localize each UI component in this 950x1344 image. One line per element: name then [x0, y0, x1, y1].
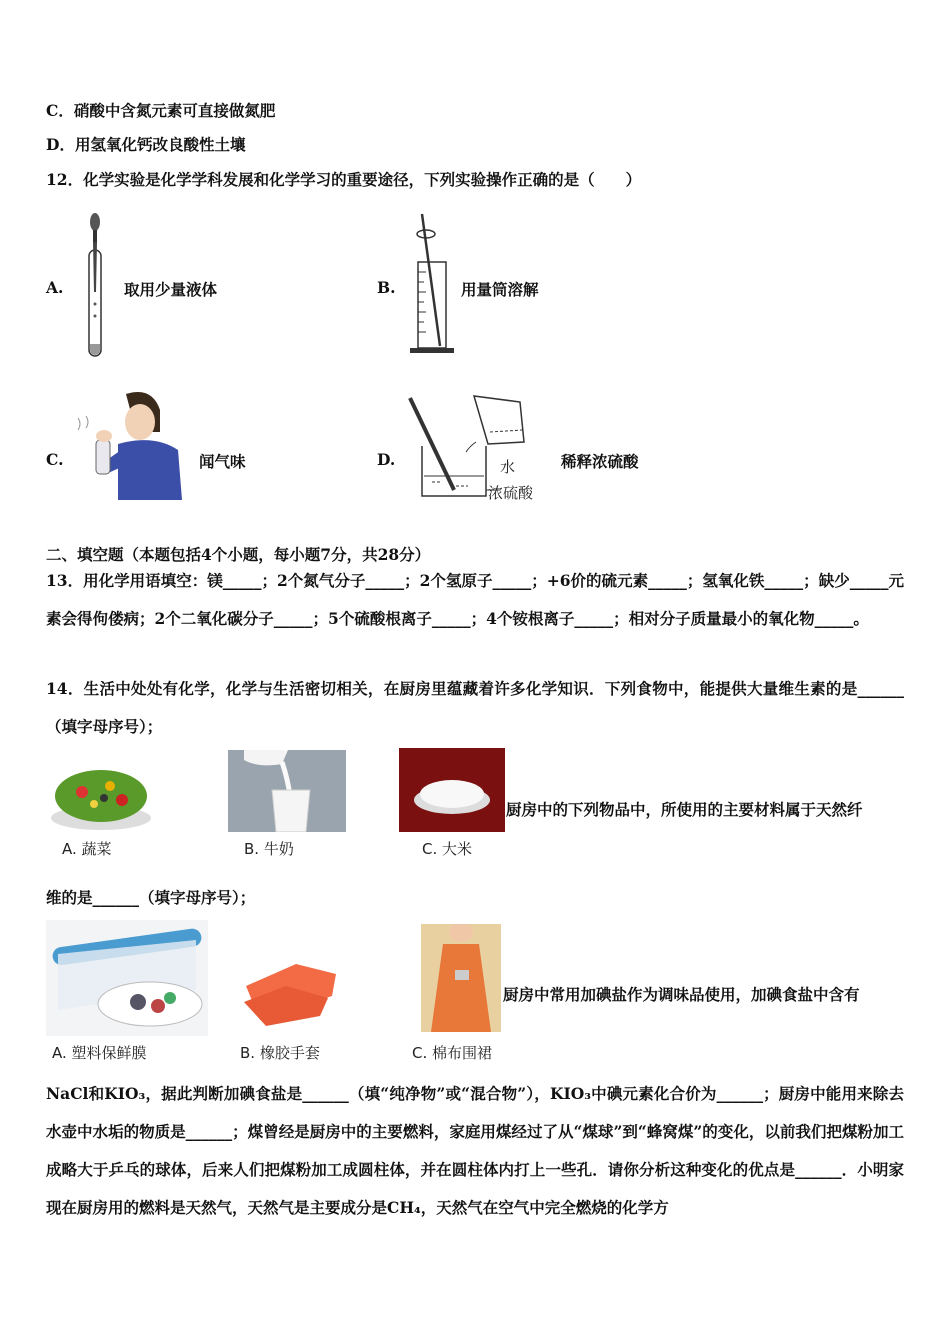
material-c-caption: C. 棉布围裙	[412, 1044, 493, 1062]
food-b-caption: B. 牛奶	[244, 840, 294, 858]
option-d-previous: D．用氢氧化钙改良酸性土壤	[46, 135, 246, 154]
food-a-caption: A. 蔬菜	[62, 840, 112, 858]
plastic-wrap-image	[46, 920, 208, 1036]
material-b-caption: B. 橡胶手套	[240, 1044, 320, 1062]
option-d-text: 稀释浓硫酸	[561, 452, 639, 471]
option-b-text: 用量筒溶解	[461, 280, 539, 299]
salt-question-part1: 厨房中常用加碘盐作为调味品使用，加碘食盐中含有	[503, 985, 860, 1004]
dilute-acid-figure	[404, 392, 548, 504]
option-c-previous: C．硝酸中含氮元素可直接做氮肥	[46, 101, 276, 120]
material-a-caption: A. 塑料保鲜膜	[52, 1044, 147, 1062]
rubber-gloves-image	[236, 946, 346, 1028]
option-a-text: 取用少量液体	[124, 280, 218, 299]
question-13: 13．用化学用语填空：镁_____；2个氮气分子_____；2个氢原子_____；+6价的硫元素_____；氢氧化铁_____；缺少_____元素会得佝偻病；2个二氧化碳分子_____；5个硫酸根离子_____；4个铵根离子_____；相对分子质量最小的氧化物_____。	[46, 571, 904, 628]
question-12-stem: 12．化学实验是化学学科发展和化学学习的重要途径，下列实验操作正确的是（ ）	[46, 170, 642, 189]
option-a-letter: A.	[46, 278, 64, 297]
fiber-question-part2: 维的是______（填字母序号）；	[46, 888, 256, 907]
graduated-cylinder-figure	[404, 212, 460, 356]
cotton-apron-image	[421, 924, 501, 1032]
label-conc-acid: 浓硫酸	[488, 484, 534, 502]
option-b-letter: B.	[377, 278, 396, 297]
vegetable-salad-image	[46, 752, 156, 832]
option-d-letter: D.	[377, 450, 396, 469]
rice-image	[399, 748, 505, 832]
boy-smelling-figure	[74, 388, 188, 500]
section-2-title: 二、填空题（本题包括4个小题，每小题7分，共28分）	[46, 545, 431, 564]
label-water: 水	[500, 458, 516, 476]
option-c-letter: C.	[46, 450, 64, 469]
question-14-intro: 14．生活中处处有化学，化学与生活密切相关，在厨房里蕴藏着许多化学知识．下列食物中，能提供大量维生素的是______（填字母序号）；	[46, 679, 904, 736]
fiber-question-part1: 厨房中的下列物品中，所使用的主要材料属于天然纤	[506, 800, 863, 819]
dropper-testtube-figure	[82, 212, 108, 362]
option-c-text: 闻气味	[199, 452, 246, 471]
milk-image	[228, 750, 346, 832]
question-14-rest: NaCl和KIO₃，据此判断加碘食盐是______（填“纯净物”或“混合物”），KIO₃中碘元素化合价为______；厨房中能用来除去水壶中水垢的物质是______；煤曾经是厨房中的主要燃料，家庭用煤经过了从“煤球”到“蜂窝煤”的变化，以前我们把煤粉加工成略大于乒乓的球体，后来人们把煤粉加工成圆柱体，并在圆柱体内打上一些孔．请你分析这种变化的优点是______．小明家现在厨房用的燃料是天然气，天然气是主要成分是CH₄，天然气在空气中完全燃烧的化学方	[46, 1084, 904, 1217]
food-c-caption: C. 大米	[422, 840, 473, 858]
